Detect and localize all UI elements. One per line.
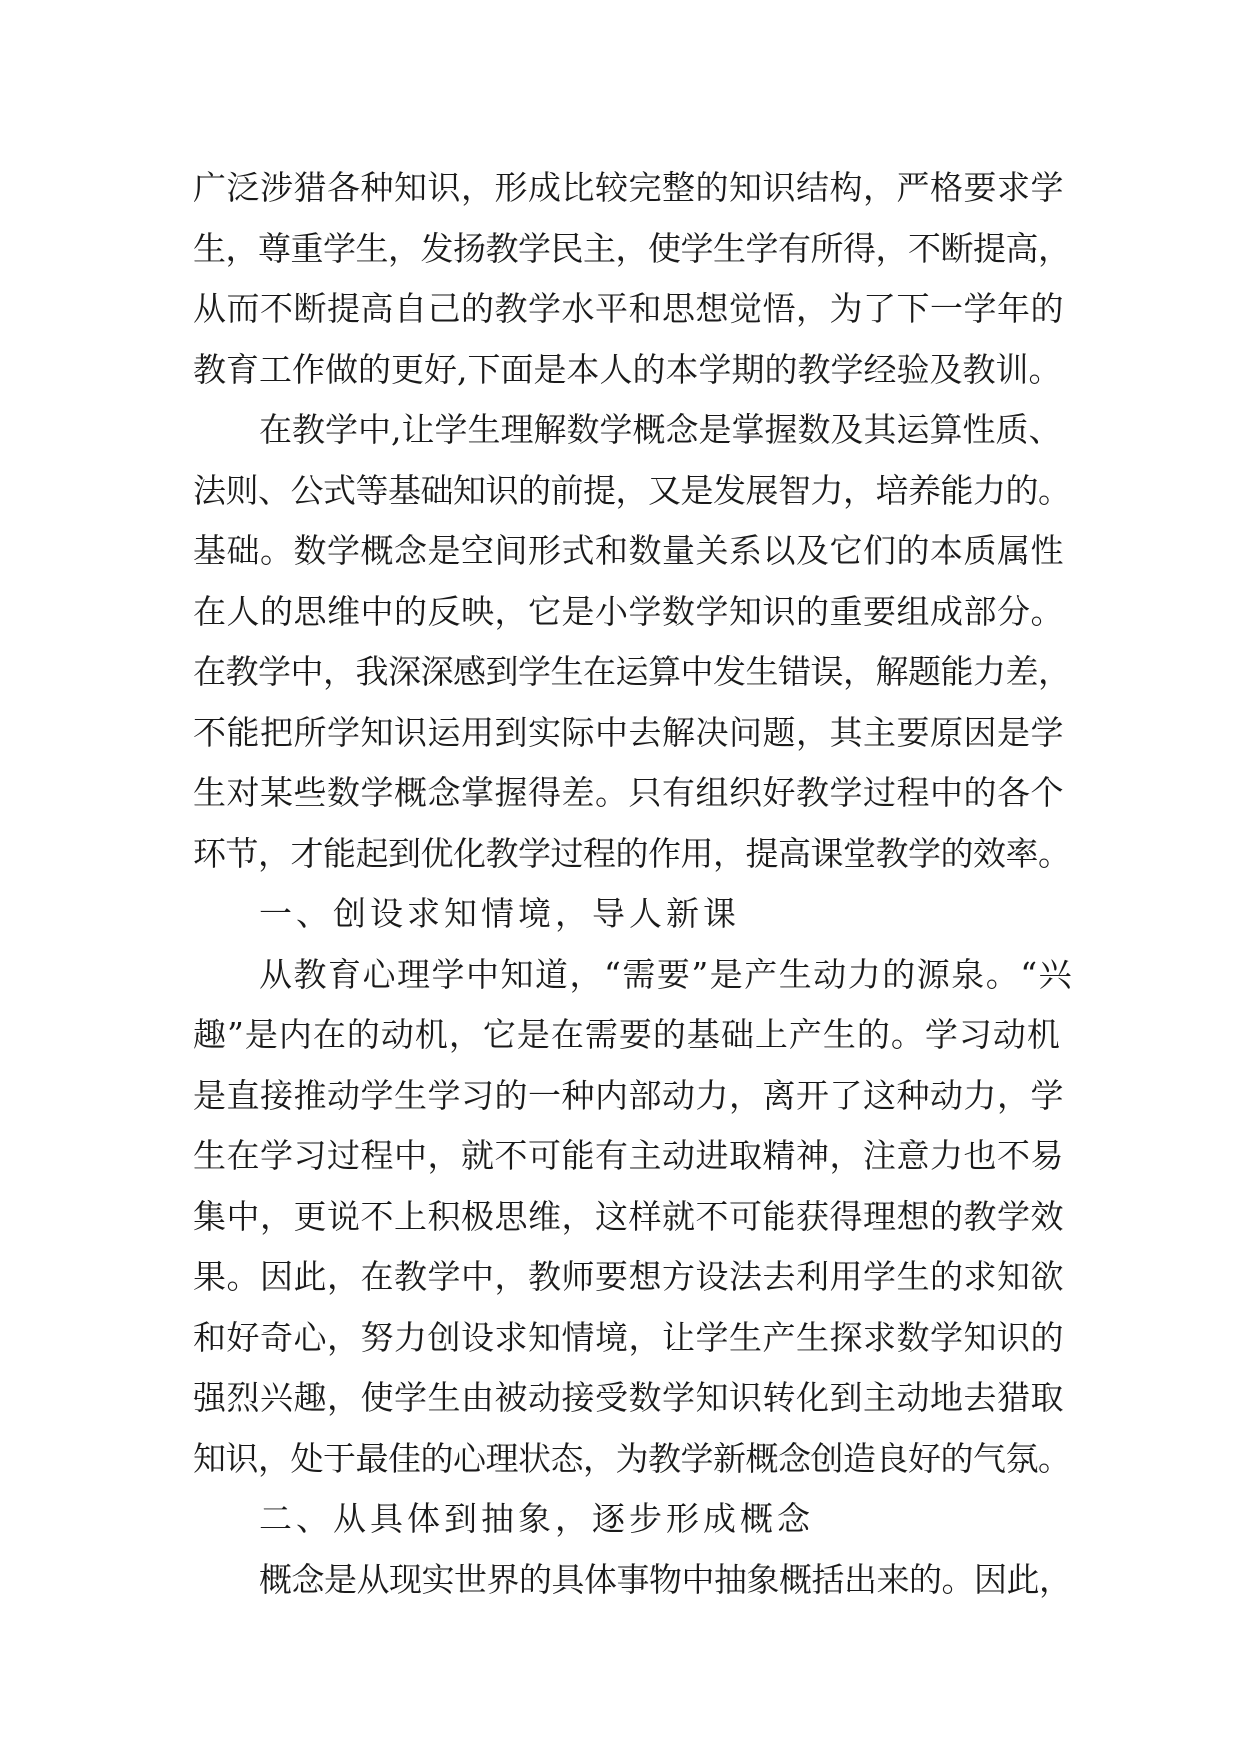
- text-line: 和好奇心，努力创设求知情境，让学生产生探求数学知识的: [193, 1317, 1064, 1357]
- text-line: 在教学中，我深深感到学生在运算中发生错误，解题能力差，: [193, 652, 1071, 691]
- text-line: 果。因此，在教学中，教师要想方设法去利用学生的求知欲: [193, 1257, 1064, 1296]
- text-line: 概念是从现实世界的具体事物中抽象概括出来的。因此，: [259, 1559, 1072, 1599]
- text-line: 在人的思维中的反映，它是小学数学知识的重要组成部分。: [193, 591, 1064, 631]
- text-line: 广泛涉猎各种知识，形成比较完整的知识结构，严格要求学: [193, 168, 1064, 207]
- text-line: 一、创设求知情境，导人新课: [259, 894, 740, 933]
- text-line: 基础。数学概念是空间形式和数量关系以及它们的本质属性: [193, 531, 1064, 570]
- text-line: 教育工作做的更好,下面是本人的本学期的教学经验及教训。: [193, 349, 1062, 389]
- text-line: 生对某些数学概念掌握得差。只有组织好教学过程中的各个: [193, 773, 1064, 812]
- text-line: 强烈兴趣，使学生由被动接受数学知识转化到主动地去猎取: [193, 1378, 1064, 1417]
- text-line: 趣”是内在的动机，它是在需要的基础上产生的。学习动机: [193, 1015, 1061, 1054]
- text-line: 集中，更说不上积极思维，这样就不可能获得理想的教学效: [193, 1196, 1064, 1236]
- text-line: 不能把所学知识运用到实际中去解决问题，其主要原因是学: [193, 712, 1064, 752]
- text-line: 二、从具体到抽象，逐步形成概念: [259, 1499, 814, 1538]
- text-line: 生，尊重学生，发扬教学民主，使学生学有所得，不断提高，: [193, 228, 1071, 268]
- text-line: 是直接推动学生学习的一种内部动力，离开了这种动力，学: [193, 1075, 1064, 1115]
- text-line: 从而不断提高自己的教学水平和思想觉悟，为了下一学年的: [193, 289, 1064, 328]
- text-line: 环节，才能起到优化教学过程的作用，提高课堂教学的效率。: [193, 833, 1071, 873]
- text-line: 在教学中,让学生理解数学概念是掌握数及其运算性质、: [259, 410, 1062, 449]
- document-body: [193, 158, 1073, 1610]
- text-line: 法则、公式等基础知识的前提，又是发展智力，培养能力的。: [193, 470, 1071, 510]
- text-line: 从教育心理学中知道，“需要”是产生动力的源泉。“兴: [259, 954, 1074, 994]
- text-line: 知识，处于最佳的心理状态，为教学新概念创造良好的气氛。: [193, 1438, 1071, 1478]
- text-line: 生在学习过程中，就不可能有主动进取精神，注意力也不易: [193, 1136, 1064, 1175]
